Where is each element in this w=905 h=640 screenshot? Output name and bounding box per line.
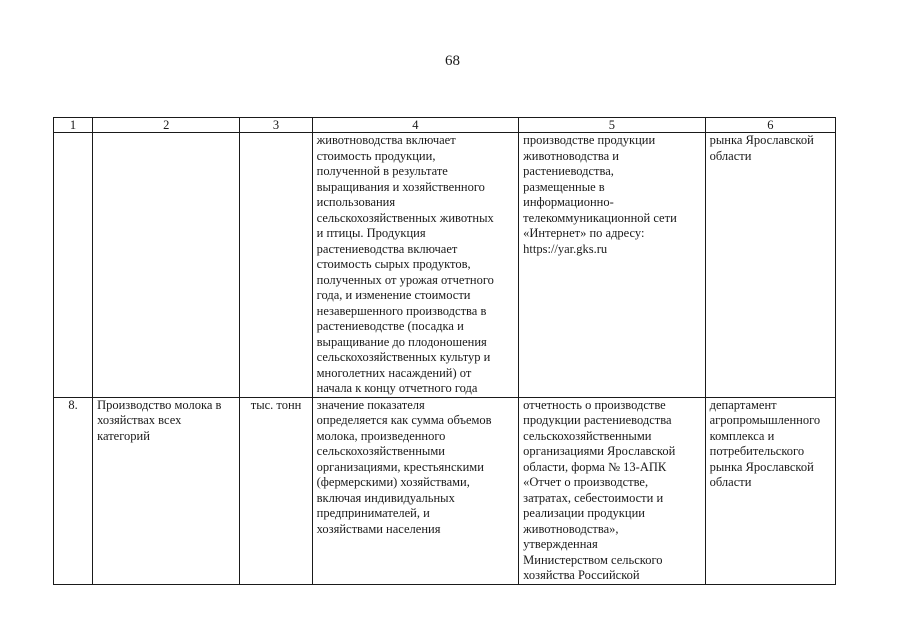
responsible-cell: рынка Ярославской области	[705, 133, 835, 398]
source-cell: производстве продукции животноводства и растениеводства, размещенные в информационно- телекоммуникационной сети «Интернет» по адресу: https://yar.gks.ru	[519, 133, 705, 398]
method-cell: значение показателя определяется как сумма объемов молока, произведенного сельскохозяйственными организациями, крестьянскими (фермерскими) хозяйствами, включая индивидуальных предпринимателей, и хозяйствами населения	[312, 397, 519, 584]
method-cell: животноводства включает стоимость продукции, полученной в результате выращивания и хозяйственного использования сельскохозяйственных животных и птицы. Продукция растениеводства включает стоимость сырых продуктов, полученных от урожая отчетного года, и изменение стоимости незавершенного производства в растениеводстве (посадка и выращивание до плодоношения сельскохозяйственных культур и многолетних насаждений) от начала к концу отчетного года	[312, 133, 519, 398]
indicator-cell: Производство молока в хозяйствах всех категорий	[93, 397, 240, 584]
column-number-3: 3	[240, 118, 312, 133]
unit-cell: тыс. тонн	[240, 397, 312, 584]
table-row	[54, 133, 836, 398]
column-number-row	[54, 118, 836, 133]
column-number-2: 2	[93, 118, 240, 133]
column-number-6: 6	[705, 118, 835, 133]
page-number: 68	[445, 53, 460, 69]
column-number-5: 5	[519, 118, 705, 133]
column-number-4: 4	[312, 118, 519, 133]
row-number-cell	[54, 133, 93, 398]
column-number-1: 1	[54, 118, 93, 133]
unit-cell	[240, 133, 312, 398]
indicators-table	[53, 117, 836, 585]
table-row	[54, 397, 836, 584]
row-number-cell: 8.	[54, 397, 93, 584]
indicator-cell	[93, 133, 240, 398]
source-cell: отчетность о производстве продукции растениеводства сельскохозяйственными организациями Ярославской области, форма № 13-АПК «Отчет о производстве, затратах, себестоимости и реализации продукции животноводства», утвержденная Министерством сельского хозяйства Российской	[519, 397, 705, 584]
responsible-cell: департамент агропромышленного комплекса и потребительского рынка Ярославской области	[705, 397, 835, 584]
